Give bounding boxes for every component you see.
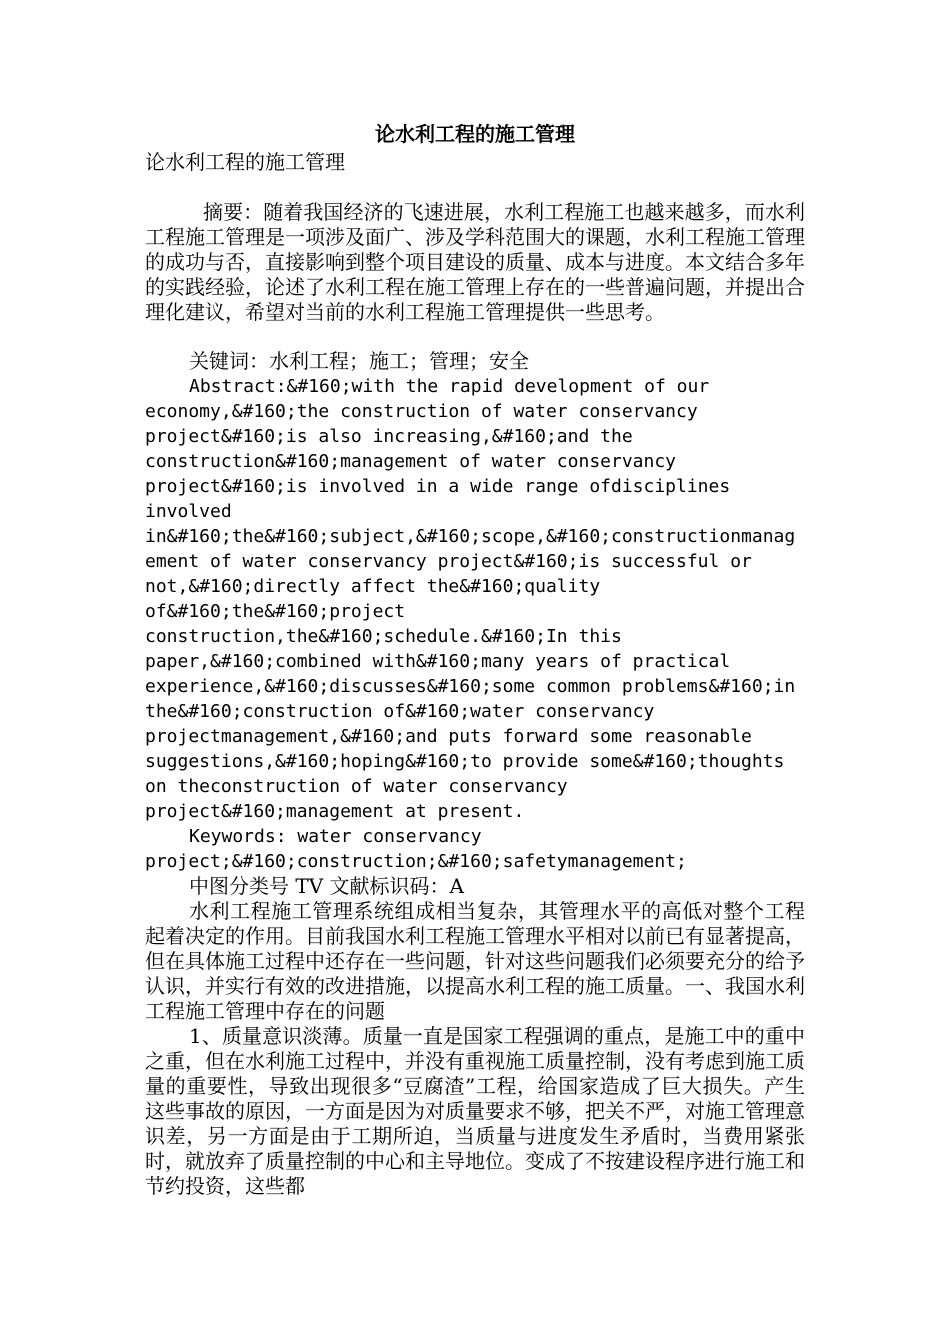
document-page: [145, 120, 805, 1199]
paragraph-intro: 水利工程施工管理系统组成相当复杂，其管理水平的高低对整个工程起着决定的作用。目前我国水利工程施工管理水平相对以前已有显著提高，但在具体施工过程中还存在一些问题，针对这些问题我们必须要充分的给予认识，并实行有效的改进措施，以提高水利工程的施工质量。一、我国水利工程施工管理中存在的问题: [145, 899, 805, 1023]
abstract-english: Abstract:&#160;with the rapid development of our economy,&#160;the construction of water conservancy project&#160;is also increasing,&#160;and the construction&#160;management of water conservancy project&#160;is involved in a wide range ofdisciplines involved in&#160;the&#160;subject,&#160;scope,&#160;constructionmanagement of water conservancy project&#160;is successful or not,&#160;directly affect the&#160;quality of&#160;the&#160;project construction,the&#160;schedule.&#160;In this paper,&#160;combined with&#160;many years of practical experience,&#160;discusses&#160;some common problems&#160;in the&#160;construction of&#160;water conservancy projectmanagement,&#160;and puts forward some reasonable suggestions,&#160;hoping&#160;to provide some&#160;thoughts on theconstruction of water conservancy project&#160;management at present.: [145, 376, 796, 822]
keywords-english: Keywords: water conservancy project;&#160;construction;&#160;safetymanagement;: [145, 826, 687, 872]
abstract-chinese: 摘要：随着我国经济的飞速进展，水利工程施工也越来越多，而水利工程施工管理是一项涉及面广、涉及学科范围大的课题，水利工程施工管理的成功与否，直接影响到整个项目建设的质量、成本与进度。本文结合多年的实践经验，论述了水利工程在施工管理上存在的一些普遍问题，并提出合理化建议，希望对当前的水利工程施工管理提供一些思考。: [145, 200, 805, 324]
document-title: 论水利工程的施工管理: [375, 122, 575, 146]
keywords-chinese: 关键词：水利工程；施工；管理；安全: [189, 349, 529, 373]
classification-line: 中图分类号 TV 文献标识码：A: [189, 874, 464, 898]
paragraph-quality: 1、质量意识淡薄。质量一直是国家工程强调的重点，是施工中的重中之重，但在水利施工过程中，并没有重视施工质量控制，没有考虑到施工质量的重要性，导致出现很多“豆腐渣”工程，给国家造成了巨大损失。产生这些事故的原因，一方面是因为对质量要求不够，把关不严，对施工管理意识差，另一方面是由于工期所迫，当质量与进度发生矛盾时，当费用紧张时，就放弃了质量控制的中心和主导地位。变成了不按建设程序进行施工和节约投资，这些都: [145, 1024, 805, 1198]
document-subtitle: 论水利工程的施工管理: [145, 150, 345, 174]
